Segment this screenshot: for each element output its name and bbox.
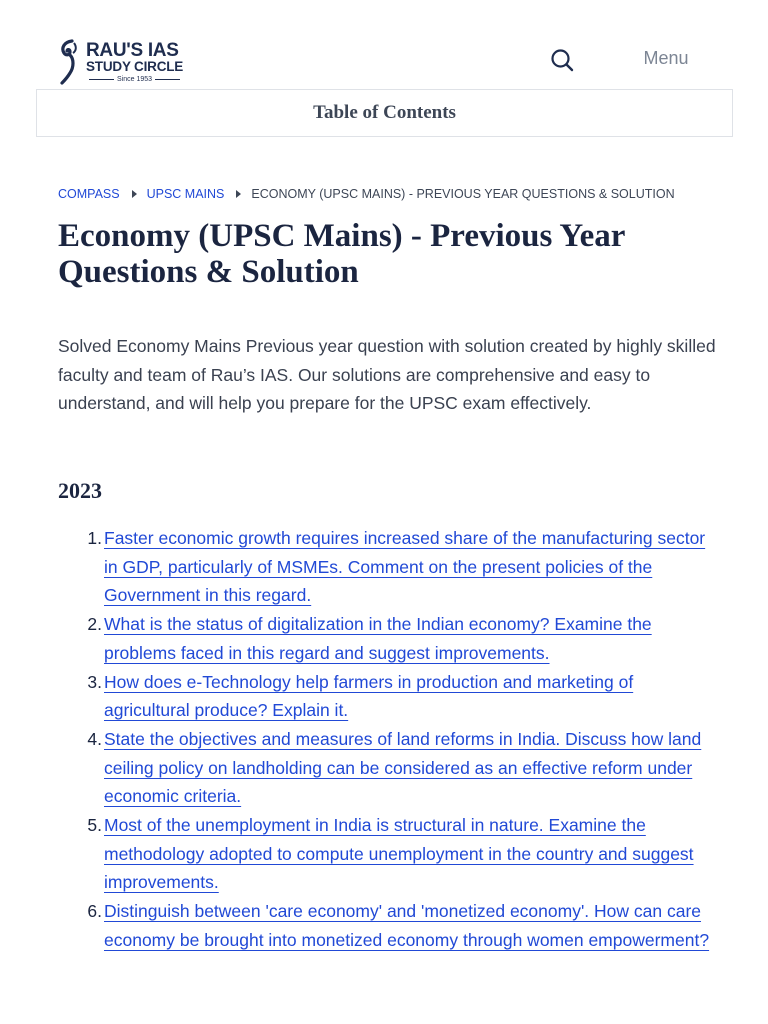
- search-button[interactable]: [548, 46, 576, 74]
- question-list: [58, 524, 718, 955]
- question-link[interactable]: Distinguish between 'care economy' and 'monetized economy'. How can care economy be brought into monetized economy through women empowerment?: [104, 901, 710, 950]
- question-link[interactable]: What is the status of digitalization in the Indian economy? Examine the problems faced in this regard and suggest improvements.: [104, 614, 652, 663]
- list-item: [58, 725, 718, 811]
- site-logo[interactable]: [58, 38, 193, 86]
- breadcrumb-upsc-mains[interactable]: UPSC MAINS: [146, 187, 225, 201]
- intro-paragraph: Solved Economy Mains Previous year question with solution created by highly skilled faculty and team of Rau’s IAS. Our solutions are comprehensive and easy to understand, and will help you prepare for the UPSC exam effectively.: [58, 336, 716, 414]
- list-item: [58, 897, 718, 954]
- list-item: [58, 668, 718, 725]
- question-number: 1.: [87, 528, 102, 548]
- question-number: 3.: [87, 671, 102, 692]
- logo-since-text: Since 1953: [117, 75, 153, 83]
- question-link[interactable]: State the objectives and measures of land reforms in India. Discuss how land ceiling policy on landholding can be considered as an effective reform under economic criteria.: [104, 728, 702, 807]
- search-icon: [548, 46, 576, 74]
- list-item: [58, 610, 718, 667]
- logo-line-2: STUDY CIRCLE: [86, 58, 184, 74]
- year-heading: 2023: [58, 478, 102, 503]
- logo-since: [86, 75, 183, 84]
- list-item: [58, 811, 718, 897]
- logo-emblem-icon: [58, 39, 80, 85]
- table-of-contents-toggle[interactable]: [36, 89, 733, 137]
- question-number: 4.: [87, 728, 102, 749]
- question-number: 6.: [87, 901, 102, 922]
- logo-line-1: RAU'S IAS: [86, 39, 179, 61]
- breadcrumb-separator-icon: [132, 190, 137, 198]
- question-link[interactable]: Faster economic growth requires increased share of the manufacturing sector in GDP, particularly of MSMEs. Comment on the present policies of the Government in this regard.: [104, 528, 706, 606]
- breadcrumb-compass[interactable]: COMPASS: [58, 187, 120, 201]
- breadcrumb-current: ECONOMY (UPSC MAINS) - PREVIOUS YEAR QUESTIONS & SOLUTION: [251, 187, 675, 201]
- question-number: 5.: [87, 815, 102, 836]
- breadcrumb: [58, 185, 738, 203]
- breadcrumb-separator-icon: [236, 190, 241, 198]
- menu-button[interactable]: Menu: [643, 48, 689, 68]
- question-link[interactable]: Most of the unemployment in India is structural in nature. Examine the methodology adopted to compute unemployment in the country and suggest improvements.: [104, 815, 694, 893]
- question-link[interactable]: How does e-Technology help farmers in production and marketing of agricultural produce? Explain it.: [104, 671, 634, 721]
- site-header: [0, 0, 768, 90]
- list-item: [58, 524, 718, 610]
- logo-wordmark: [86, 41, 183, 84]
- question-number: 2.: [87, 614, 102, 635]
- toc-label: Table of Contents: [313, 102, 456, 123]
- page-title: Economy (UPSC Mains) - Previous Year Questions & Solution: [58, 218, 625, 290]
